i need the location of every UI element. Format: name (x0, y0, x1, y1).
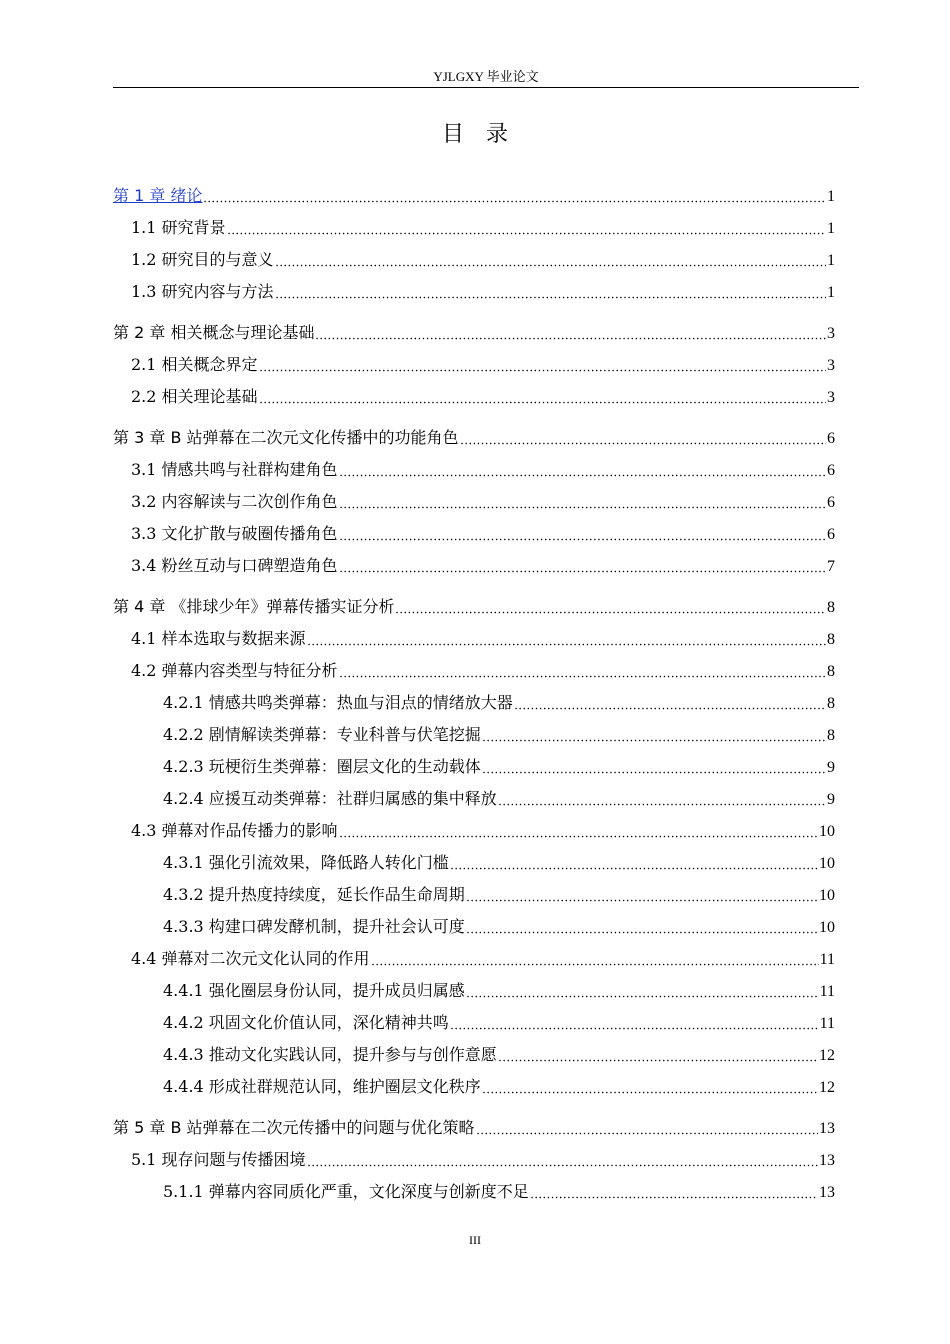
toc-dot-leader (498, 1056, 818, 1062)
toc-entry[interactable] (131, 386, 835, 408)
toc-entry[interactable] (131, 459, 835, 481)
toc-entry-label: 4.2.2 剧情解读类弹幕：专业科普与伏笔挖掘 (163, 725, 481, 744)
toc-dot-leader (339, 672, 826, 678)
toc-entry-label: 第 4 章 《排球少年》弹幕传播实证分析 (113, 597, 395, 616)
toc-entry-label: 4.2.4 应援互动类弹幕：社群归属感的集中释放 (163, 789, 497, 808)
toc-dot-leader (460, 439, 826, 445)
toc-entry-label: 4.2.3 玩梗衍生类弹幕：圈层文化的生动载体 (163, 757, 481, 776)
toc-entry-label: 3.3 文化扩散与破圈传播角色 (131, 524, 338, 543)
toc-dot-leader (514, 704, 826, 710)
toc-entry[interactable] (131, 281, 835, 303)
toc-chapter-entry[interactable] (113, 427, 835, 449)
toc-page-number: 13 (819, 1184, 835, 1201)
toc-entry-label: 4.2.1 情感共鸣类弹幕：热血与泪点的情绪放大器 (163, 693, 513, 712)
toc-entry-label: 2.1 相关概念界定 (131, 355, 258, 374)
toc-page-number: 8 (827, 663, 835, 680)
toc-page-number: 11 (819, 1015, 835, 1032)
toc-entry-label: 4.3.1 强化引流效果，降低路人转化门槛 (163, 853, 449, 872)
toc-page-number: 12 (819, 1079, 835, 1096)
toc-page-number: 9 (827, 759, 835, 776)
toc-page-number: 3 (827, 357, 835, 374)
toc-entry-label: 4.4.2 巩固文化价值认同，深化精神共鸣 (163, 1013, 449, 1032)
toc-entry[interactable] (131, 628, 835, 650)
toc-dot-leader (450, 1024, 819, 1030)
toc-entry[interactable] (131, 491, 835, 513)
toc-dot-leader (203, 197, 826, 203)
toc-dot-leader (371, 960, 819, 966)
toc-dot-leader (482, 736, 826, 742)
toc-dot-leader (339, 535, 826, 541)
toc-dot-leader (307, 640, 826, 646)
toc-entry[interactable] (163, 916, 835, 938)
toc-entry-label: 5.1 现存问题与传播困境 (131, 1150, 306, 1169)
toc-page-number: 3 (827, 389, 835, 406)
toc-page-number: 6 (827, 526, 835, 543)
toc-dot-leader (476, 1129, 818, 1135)
toc-page-number: 8 (827, 727, 835, 744)
toc-entry[interactable] (163, 884, 835, 906)
toc-entry[interactable] (163, 692, 835, 714)
toc-dot-leader (466, 992, 819, 998)
toc-entry[interactable] (131, 948, 835, 970)
toc-entry[interactable] (163, 1181, 835, 1203)
toc-dot-leader (339, 832, 818, 838)
page-title: 目录 (441, 122, 530, 147)
toc-page-number: 12 (819, 1047, 835, 1064)
toc-dot-leader (275, 261, 826, 267)
running-header: YJLGXY 毕业论文 (433, 69, 539, 84)
toc-entry-label: 4.2 弹幕内容类型与特征分析 (131, 661, 338, 680)
toc-page-number: 8 (827, 631, 835, 648)
toc-dot-leader (339, 503, 826, 509)
toc-entry[interactable] (131, 249, 835, 271)
toc-page-number: 11 (819, 951, 835, 968)
toc-page-number: 7 (827, 558, 835, 575)
toc-entry[interactable] (163, 1012, 835, 1034)
toc-dot-leader (498, 800, 826, 806)
toc-entry[interactable] (131, 660, 835, 682)
toc-entry[interactable] (163, 1076, 835, 1098)
toc-entry-label: 第 1 章 绪论 (113, 186, 203, 205)
toc-entry-label: 3.4 粉丝互动与口碑塑造角色 (131, 556, 338, 575)
toc-dot-leader (466, 896, 818, 902)
toc-entry[interactable] (163, 756, 835, 778)
toc-page-number: 6 (827, 430, 835, 447)
toc-page-number: 1 (827, 220, 835, 237)
toc-entry-label: 3.1 情感共鸣与社群构建角色 (131, 460, 338, 479)
toc-entry[interactable] (163, 724, 835, 746)
toc-entry-label: 第 3 章 B 站弹幕在二次元文化传播中的功能角色 (113, 428, 459, 447)
toc-dot-leader (530, 1193, 818, 1199)
toc-dot-leader (450, 864, 818, 870)
toc-entry[interactable] (131, 354, 835, 376)
toc-entry[interactable] (131, 523, 835, 545)
toc-entry-label: 1.2 研究目的与意义 (131, 250, 274, 269)
toc-dot-leader (275, 293, 826, 299)
toc-entry-label: 第 5 章 B 站弹幕在二次元传播中的问题与优化策略 (113, 1118, 475, 1137)
toc-dot-leader (466, 928, 818, 934)
toc-chapter-entry[interactable] (113, 185, 835, 207)
toc-chapter-entry[interactable] (113, 1117, 835, 1139)
toc-entry-label: 1.1 研究背景 (131, 218, 226, 237)
toc-dot-leader (307, 1161, 818, 1167)
toc-entry-label: 4.4.3 推动文化实践认同，提升参与与创作意愿 (163, 1045, 497, 1064)
toc-page-number: 10 (819, 887, 835, 904)
toc-dot-leader (482, 1088, 818, 1094)
toc-entry-label: 4.4.4 形成社群规范认同，维护圈层文化秩序 (163, 1077, 481, 1096)
toc-entry-label: 4.3 弹幕对作品传播力的影响 (131, 821, 338, 840)
toc-entry-label: 3.2 内容解读与二次创作角色 (131, 492, 338, 511)
toc-page-number: 10 (819, 823, 835, 840)
toc-page-number: 8 (827, 695, 835, 712)
toc-page-number: 1 (827, 284, 835, 301)
toc-dot-leader (259, 398, 826, 404)
toc-dot-leader (339, 471, 826, 477)
toc-page-number: 8 (827, 599, 835, 616)
toc-page-number: 3 (827, 325, 835, 342)
toc-entry[interactable] (163, 852, 835, 874)
header-divider (113, 87, 859, 88)
toc-entry[interactable] (163, 1044, 835, 1066)
toc-chapter-entry[interactable] (113, 322, 835, 344)
toc-entry-label: 4.3.2 提升热度持续度，延长作品生命周期 (163, 885, 465, 904)
toc-dot-leader (227, 229, 826, 235)
toc-page-number: 1 (827, 252, 835, 269)
toc-page-number: 6 (827, 462, 835, 479)
toc-entry[interactable] (163, 788, 835, 810)
toc-page-number: 1 (827, 188, 835, 205)
toc-entry[interactable] (131, 1149, 835, 1171)
toc-page-number: 6 (827, 494, 835, 511)
toc-page-number: 13 (819, 1152, 835, 1169)
toc-dot-leader (482, 768, 826, 774)
toc-entry-label: 4.4.1 强化圈层身份认同，提升成员归属感 (163, 981, 465, 1000)
toc-entry[interactable] (131, 217, 835, 239)
toc-entry[interactable] (131, 555, 835, 577)
toc-entry-label: 5.1.1 弹幕内容同质化严重，文化深度与创新度不足 (163, 1182, 529, 1201)
toc-page-number: 11 (819, 983, 835, 1000)
toc-entry-label: 1.3 研究内容与方法 (131, 282, 274, 301)
toc-entry-label: 第 2 章 相关概念与理论基础 (113, 323, 315, 342)
toc-page-number: 13 (819, 1120, 835, 1137)
toc-dot-leader (339, 567, 826, 573)
toc-entry-label: 2.2 相关理论基础 (131, 387, 258, 406)
toc-page-number: 9 (827, 791, 835, 808)
toc-entry[interactable] (131, 820, 835, 842)
toc-chapter-entry[interactable] (113, 596, 835, 618)
toc-dot-leader (259, 366, 826, 372)
toc-entry-label: 4.1 样本选取与数据来源 (131, 629, 306, 648)
toc-page-number: 10 (819, 919, 835, 936)
toc-dot-leader (315, 334, 826, 340)
toc-entry-label: 4.3.3 构建口碑发酵机制，提升社会认可度 (163, 917, 465, 936)
toc-entry[interactable] (163, 980, 835, 1002)
page-number: III (469, 1233, 481, 1247)
toc-page-number: 10 (819, 855, 835, 872)
toc-entry-label: 4.4 弹幕对二次元文化认同的作用 (131, 949, 370, 968)
toc-dot-leader (395, 608, 826, 614)
